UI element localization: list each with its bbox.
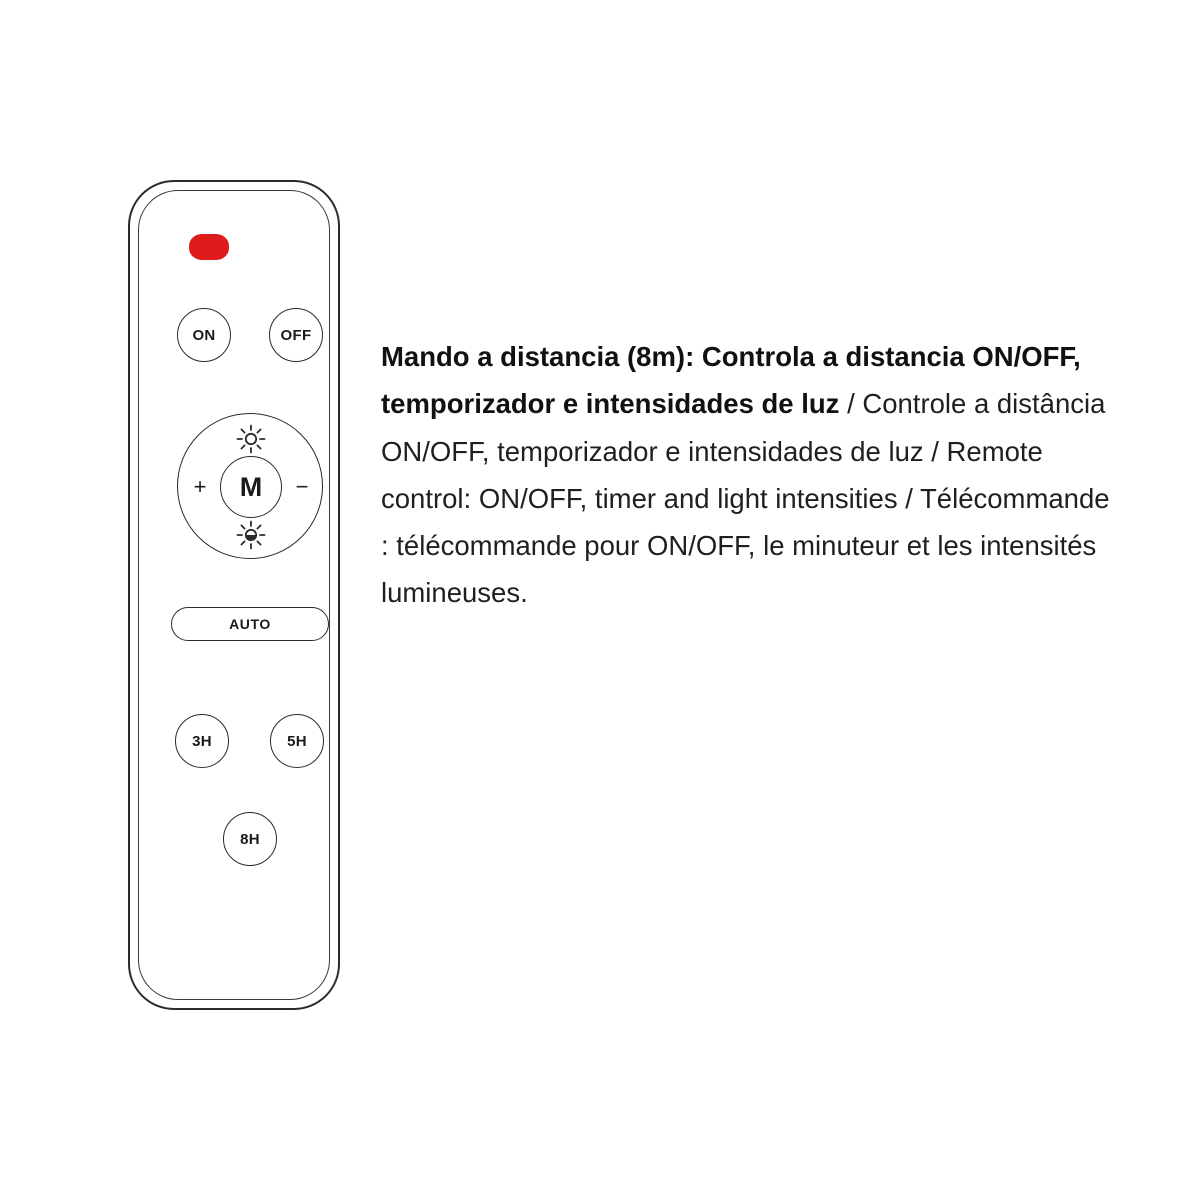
auto-button-label: AUTO (229, 616, 271, 632)
timer-3h-button[interactable] (175, 714, 229, 768)
remote-control-illustration (118, 180, 358, 1020)
timer-8h-button[interactable] (223, 812, 277, 866)
sun-bright-icon[interactable] (234, 422, 268, 456)
sun-dim-icon[interactable] (234, 518, 268, 552)
auto-button[interactable] (171, 607, 329, 641)
feature-description-bold: Mando a distancia (8m): Controla a distancia ON/OFF, temporizador e intensidades de luz (381, 341, 1081, 420)
off-button[interactable] (269, 308, 323, 362)
mode-button[interactable] (220, 456, 282, 518)
timer-5h-label: 5H (287, 732, 307, 750)
feature-description (381, 333, 1121, 617)
feature-description-rest: / Controle a distância ON/OFF, temporizador e intensidades de luz / Remote control: ON/OFF, timer and light intensities / Télécommande : télécommande pour ON/OFF, le minuteur et les intensités lumineuses. (381, 388, 1110, 609)
indicator-led-icon (189, 234, 229, 260)
brightness-decrease-label[interactable]: − (295, 474, 309, 499)
timer-5h-button[interactable] (270, 714, 324, 768)
brightness-dial[interactable] (177, 413, 323, 559)
timer-8h-label: 8H (240, 830, 260, 848)
brightness-increase-label[interactable]: + (193, 474, 207, 499)
remote-inner-outline (138, 190, 330, 1000)
timer-3h-label: 3H (192, 732, 212, 750)
mode-button-label: M (239, 471, 263, 502)
on-button-label: ON (192, 326, 216, 344)
off-button-label: OFF (280, 326, 312, 344)
on-button[interactable] (177, 308, 231, 362)
